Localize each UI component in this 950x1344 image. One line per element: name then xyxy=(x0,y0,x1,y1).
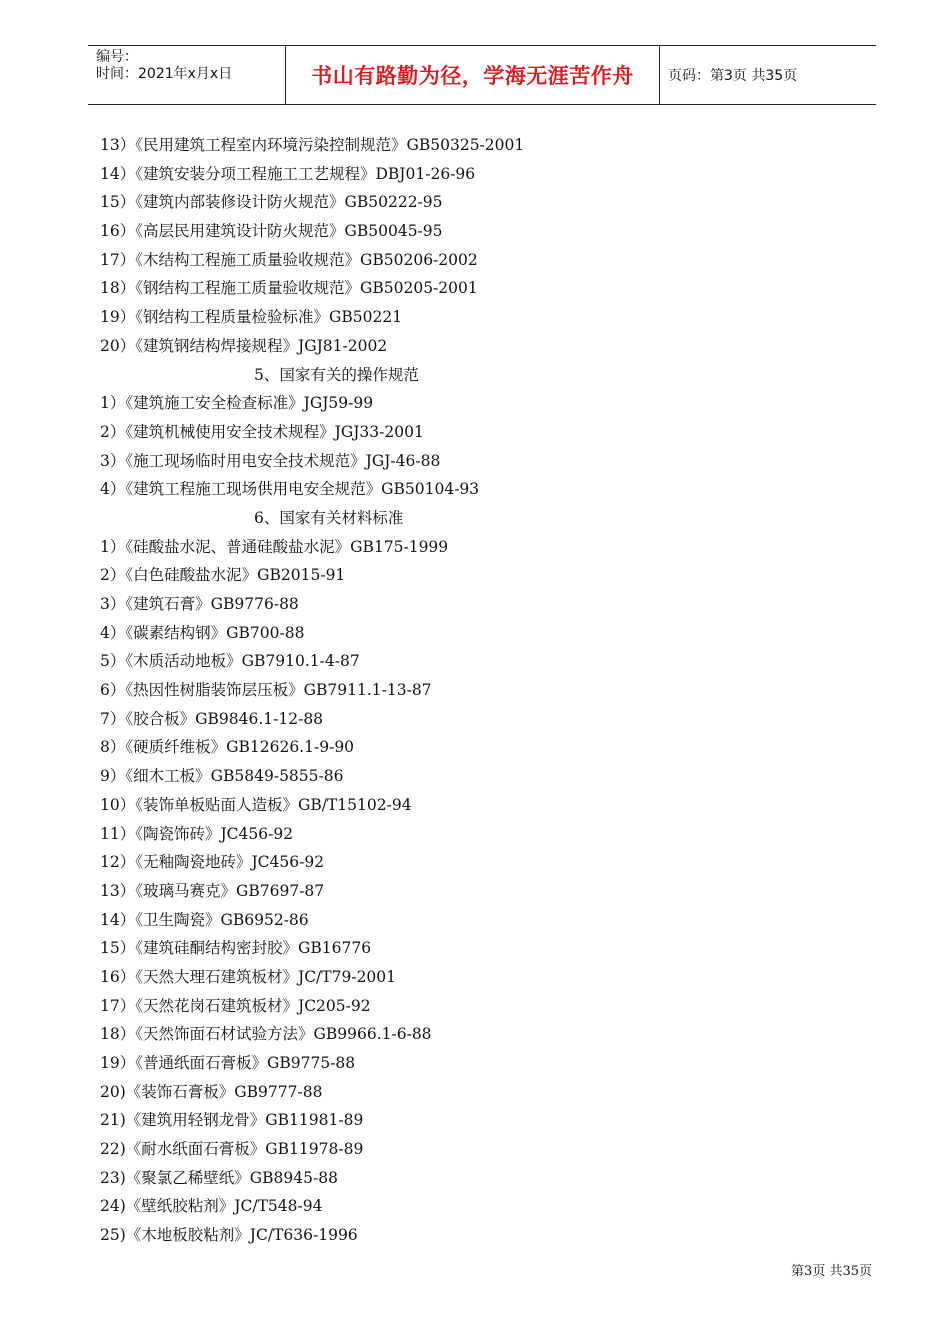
list-item: 1）《建筑施工安全检查标准》JGJ59-99 xyxy=(100,394,374,413)
list-item: 11）《陶瓷饰砖》JC456-92 xyxy=(100,824,294,843)
header-motto: 书山有路勤为径，学海无涯苦作舟 xyxy=(286,46,660,104)
section-heading: 6、国家有关材料标准 xyxy=(254,508,404,527)
list-item: 19）《普通纸面石膏板》GB9775-88 xyxy=(100,1054,356,1072)
list-item: 8）《硬质纤维板》GB12626.1-9-90 xyxy=(100,738,355,757)
list-item: 21)《建筑用轻钢龙骨》GB11981-89 xyxy=(100,1111,364,1130)
list-item: 6）《热因性树脂装饰层压板》GB7911.1-13-87 xyxy=(100,681,432,700)
list-item: 4）《建筑工程施工现场供用电安全规范》GB50104-93 xyxy=(100,480,480,499)
page-footer-number: 第3页 共35页 xyxy=(791,1264,872,1279)
document-time-label: 时间：2021年x月x日 xyxy=(96,66,233,82)
list-item: 2）《白色硅酸盐水泥》GB2015-91 xyxy=(100,566,346,585)
standards-list xyxy=(100,131,860,1250)
document-number-label: 编号： xyxy=(96,49,138,65)
list-item: 14）《卫生陶瓷》GB6952-86 xyxy=(100,910,309,929)
list-item: 20）《建筑钢结构焊接规程》JGJ81-2002 xyxy=(100,336,388,355)
list-item: 18）《天然饰面石材试验方法》GB9966.1-6-88 xyxy=(100,1025,432,1044)
list-item: 2）《建筑机械使用安全技术规程》JGJ33-2001 xyxy=(100,422,424,441)
list-item: 25)《木地板胶粘剂》JC/T636-1996 xyxy=(100,1226,358,1245)
list-item: 10）《装饰单板贴面人造板》GB/T15102-94 xyxy=(100,795,412,814)
list-item: 16）《天然大理石建筑板材》JC/T79-2001 xyxy=(100,967,397,986)
list-item: 3）《建筑石膏》GB9776-88 xyxy=(100,595,299,613)
list-item: 15）《建筑内部装修设计防火规范》GB50222-95 xyxy=(100,193,443,212)
list-item: 22)《耐水纸面石膏板》GB11978-89 xyxy=(100,1140,364,1159)
list-item: 17）《木结构工程施工质量验收规范》GB50206-2002 xyxy=(100,250,478,269)
list-item: 17）《天然花岗石建筑板材》JC205-92 xyxy=(100,996,371,1015)
list-item: 13）《玻璃马赛克》GB7697-87 xyxy=(100,881,325,900)
list-item: 7）《胶合板》GB9846.1-12-88 xyxy=(100,709,324,728)
list-item: 4）《碳素结构钢》GB700-88 xyxy=(100,623,305,642)
section-heading: 5、国家有关的操作规范 xyxy=(254,365,419,384)
list-item: 23)《聚氯乙稀壁纸》GB8945-88 xyxy=(100,1168,338,1187)
list-item: 1）《硅酸盐水泥、普通硅酸盐水泥》GB175-1999 xyxy=(100,537,449,556)
list-item: 3）《施工现场临时用电安全技术规范》JGJ-46-88 xyxy=(100,451,441,470)
list-item: 13）《民用建筑工程室内环境污染控制规范》GB50325-2001 xyxy=(100,136,525,154)
list-item: 24)《壁纸胶粘剂》JC/T548-94 xyxy=(100,1197,323,1216)
list-item: 5）《木质活动地板》GB7910.1-4-87 xyxy=(100,652,360,671)
list-item: 16）《高层民用建筑设计防火规范》GB50045-95 xyxy=(100,222,443,241)
list-item: 15）《建筑硅酮结构密封胶》GB16776 xyxy=(100,939,372,958)
list-item: 12）《无釉陶瓷地砖》JC456-92 xyxy=(100,853,325,872)
header-meta xyxy=(88,46,286,104)
list-item: 14）《建筑安装分项工程施工工艺规程》DBJ01-26-96 xyxy=(100,164,476,183)
header-page-number: 页码：第3页 共35页 xyxy=(668,68,798,84)
list-item: 20)《装饰石膏板》GB9777-88 xyxy=(100,1082,323,1101)
list-item: 19）《钢结构工程质量检验标准》GB50221 xyxy=(100,308,403,327)
list-item: 9）《细木工板》GB5849-5855-86 xyxy=(100,767,344,786)
page-header xyxy=(88,45,876,105)
list-item: 18）《钢结构工程施工质量验收规范》GB50205-2001 xyxy=(100,279,478,298)
